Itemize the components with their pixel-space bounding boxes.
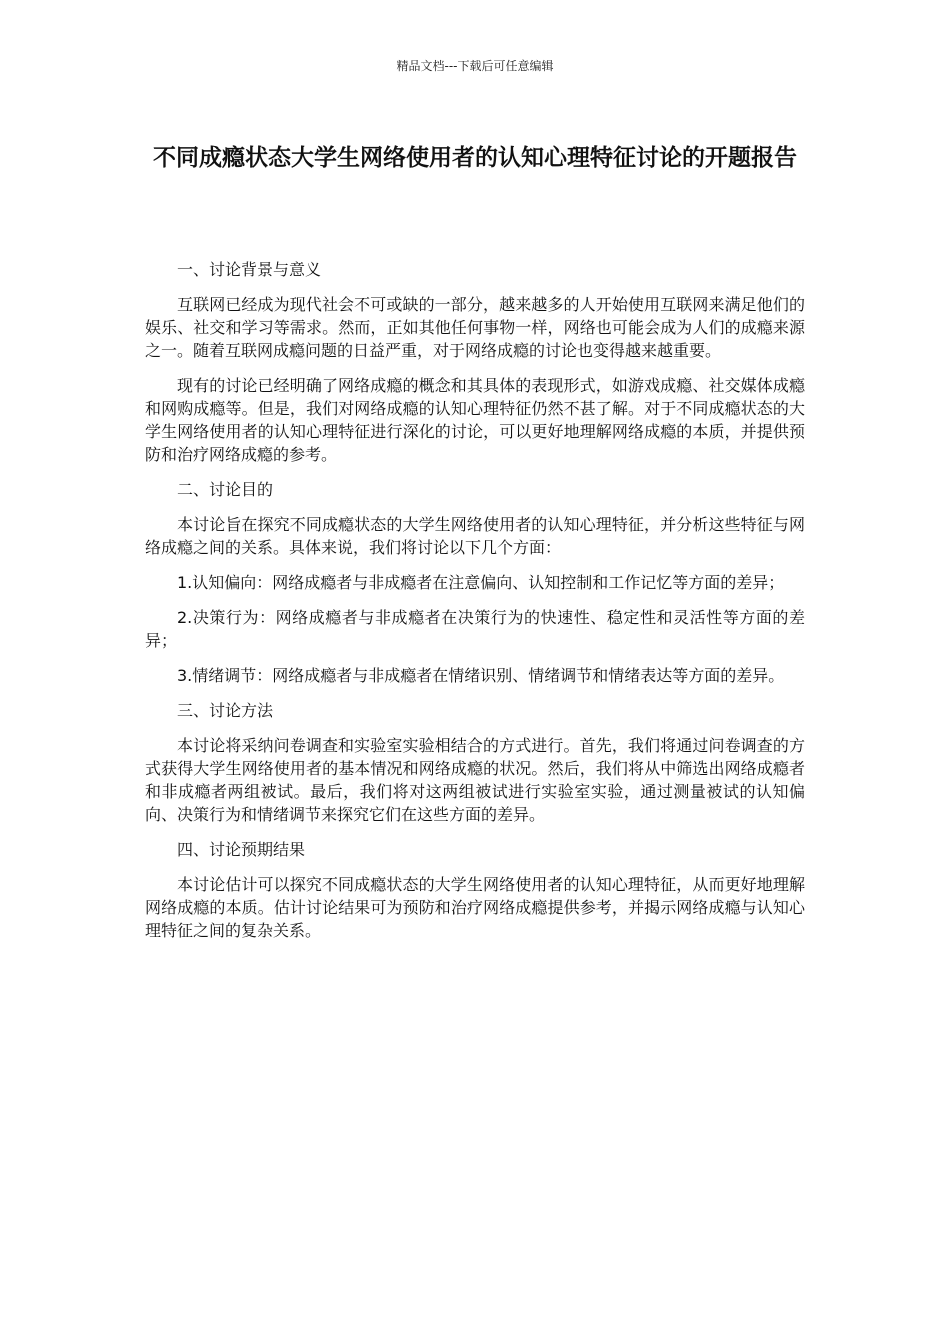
- list-item: 2.决策行为：网络成瘾者与非成瘾者在决策行为的快速性、稳定性和灵活性等方面的差异；: [145, 608, 805, 650]
- section-method: [145, 699, 805, 826]
- list-item: 1.认知偏向：网络成瘾者与非成瘾者在注意偏向、认知控制和工作记忆等方面的差异；: [177, 573, 785, 592]
- section-heading: 三、讨论方法: [177, 701, 274, 720]
- section-heading: 四、讨论预期结果: [177, 840, 306, 859]
- header-note: 精品文档---下载后可任意编辑: [396, 59, 554, 73]
- list-item: 3.情绪调节：网络成瘾者与非成瘾者在情绪识别、情绪调节和情绪表达等方面的差异。: [177, 666, 785, 685]
- section-expected-results: [145, 838, 805, 942]
- paragraph: 本讨论估计可以探究不同成瘾状态的大学生网络使用者的认知心理特征，从而更好地理解网络成瘾的本质。估计讨论结果可为预防和治疗网络成瘾提供参考，并揭示网络成瘾与认知心理特征之间的复杂关系。: [145, 875, 805, 940]
- section-heading: 一、讨论背景与意义: [177, 260, 322, 279]
- paragraph: 互联网已经成为现代社会不可或缺的一部分，越来越多的人开始使用互联网来满足他们的娱乐、社交和学习等需求。然而，正如其他任何事物一样，网络也可能会成为人们的成瘾来源之一。随着互联网成瘾问题的日益严重，对于网络成瘾的讨论也变得越来越重要。: [145, 295, 805, 360]
- section-background: [145, 258, 805, 466]
- document-body: [145, 258, 805, 954]
- document-title: 不同成瘾状态大学生网络使用者的认知心理特征讨论的开题报告: [153, 145, 797, 171]
- section-heading: 二、讨论目的: [177, 480, 274, 499]
- paragraph: 本讨论旨在探究不同成瘾状态的大学生网络使用者的认知心理特征，并分析这些特征与网络成瘾之间的关系。具体来说，我们将讨论以下几个方面：: [145, 515, 805, 557]
- paragraph: 现有的讨论已经明确了网络成瘾的概念和其具体的表现形式，如游戏成瘾、社交媒体成瘾和网购成瘾等。但是，我们对网络成瘾的认知心理特征仍然不甚了解。对于不同成瘾状态的大学生网络使用者的认知心理特征进行深化的讨论，可以更好地理解网络成瘾的本质，并提供预防和治疗网络成瘾的参考。: [145, 376, 805, 464]
- paragraph: 本讨论将采纳问卷调查和实验室实验相结合的方式进行。首先，我们将通过问卷调查的方式获得大学生网络使用者的基本情况和网络成瘾的状况。然后，我们将从中筛选出网络成瘾者和非成瘾者两组被试。最后，我们将对这两组被试进行实验室实验，通过测量被试的认知偏向、决策行为和情绪调节来探究它们在这些方面的差异。: [145, 736, 805, 824]
- section-purpose: [145, 478, 805, 687]
